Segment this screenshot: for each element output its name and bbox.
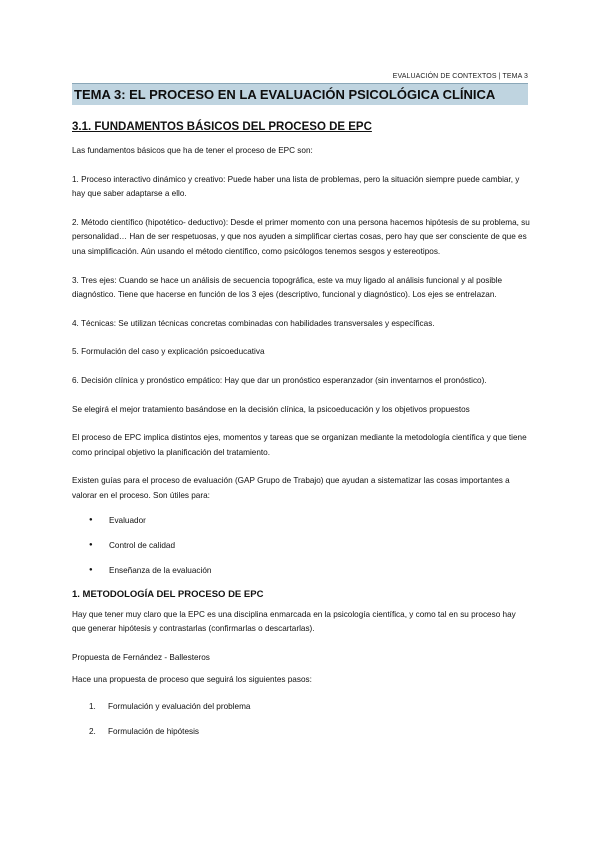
guides-bullet-list — [72, 514, 530, 577]
intro-paragraph: Las fundamentos básicos que ha de tener el proceso de EPC son: — [72, 146, 313, 155]
fundamento-item-6: 6. Decisión clínica y pronóstico empático: Hay que dar un pronóstico esperanzador (sin inventarnos el pronóstico). — [72, 375, 487, 385]
fundamento-item-1: 1. Proceso interactivo dinámico y creativo: Puede haber una lista de problemas, pero la situación siempre puede cambiar, y hay que saber adaptarse a ello. — [72, 174, 520, 199]
proposal-label: Propuesta de Fernández - Ballesteros — [72, 652, 210, 662]
list-item: ● Control de calidad — [72, 539, 530, 552]
step-text: Formulación y evaluación del problema — [108, 701, 251, 711]
list-item — [72, 700, 530, 713]
list-item — [72, 725, 530, 738]
fundamento-item-5: 5. Formulación del caso y explicación psicoeducativa — [72, 347, 265, 357]
list-item: ● Enseñanza de la evaluación — [72, 564, 530, 577]
fundamento-item-4: 4. Técnicas: Se utilizan técnicas concretas combinadas con habilidades transversales y específicas. — [72, 318, 435, 328]
step-number: 1. — [89, 701, 96, 711]
methodology-paragraph: Hay que tener muy claro que la EPC es una disciplina enmarcada en la psicología científica, y como tal en su proceso hay que generar hipótesis y contrastarlas (confirmarlas o descartarlas). — [72, 609, 516, 634]
section-heading-3-1: 3.1. FUNDAMENTOS BÁSICOS DEL PROCESO DE EPC — [72, 121, 372, 133]
fundamento-item-2: 2. Método científico (hipotético- deductivo): Desde el primer momento con una persona hacemos hipótesis de su problema, su personalidad… Han de ser respetuosas, y que nos ayuden a simplificar ciertas cosas, pero hay que ser consciente de que es una simplificación. Aún usando el método científico, como psicólogos tenemos sesgos y estereotipos. — [72, 217, 530, 256]
step-text: Formulación de hipótesis — [108, 726, 200, 736]
guides-paragraph: Existen guías para el proceso de evaluación (GAP Grupo de Trabajo) que ayudan a sistematizar las cosas importantes a valorar en el proceso. Son útiles para: — [72, 476, 510, 500]
running-header: EVALUACIÓN DE CONTEXTOS | TEMA 3 — [392, 73, 528, 80]
process-paragraph: El proceso de EPC implica distintos ejes, momentos y tareas que se organizan mediante la metodología científica y que tiene como principal objetivo la planificación del tratamiento. — [72, 433, 527, 457]
page-title: TEMA 3: EL PROCESO EN LA EVALUACIÓN PSICOLÓGICA CLÍNICA — [74, 87, 496, 102]
proposal-intro: Hace una propuesta de proceso que seguirá los siguientes pasos: — [72, 675, 312, 685]
fundamento-item-3: 3. Tres ejes: Cuando se hace un análisis de secuencia topográfica, este va muy ligado al análisis funcional y al posible diagnóstico. Tiene que hacerse en función de los 3 ejes (descriptivo, funcional y diagnóstico). Los ejes se entrelazan. — [72, 275, 503, 300]
step-number: 2. — [89, 726, 96, 736]
steps-list — [72, 700, 530, 738]
section-heading-1: 1. METODOLOGÍA DEL PROCESO DE EPC — [72, 588, 264, 600]
list-item: ● Evaluador — [72, 514, 530, 527]
title-band — [72, 83, 528, 105]
treatment-paragraph: Se elegirá el mejor tratamiento basándose en la decisión clínica, la psicoeducación y los objetivos propuestos — [72, 404, 470, 414]
document-body — [72, 121, 530, 750]
